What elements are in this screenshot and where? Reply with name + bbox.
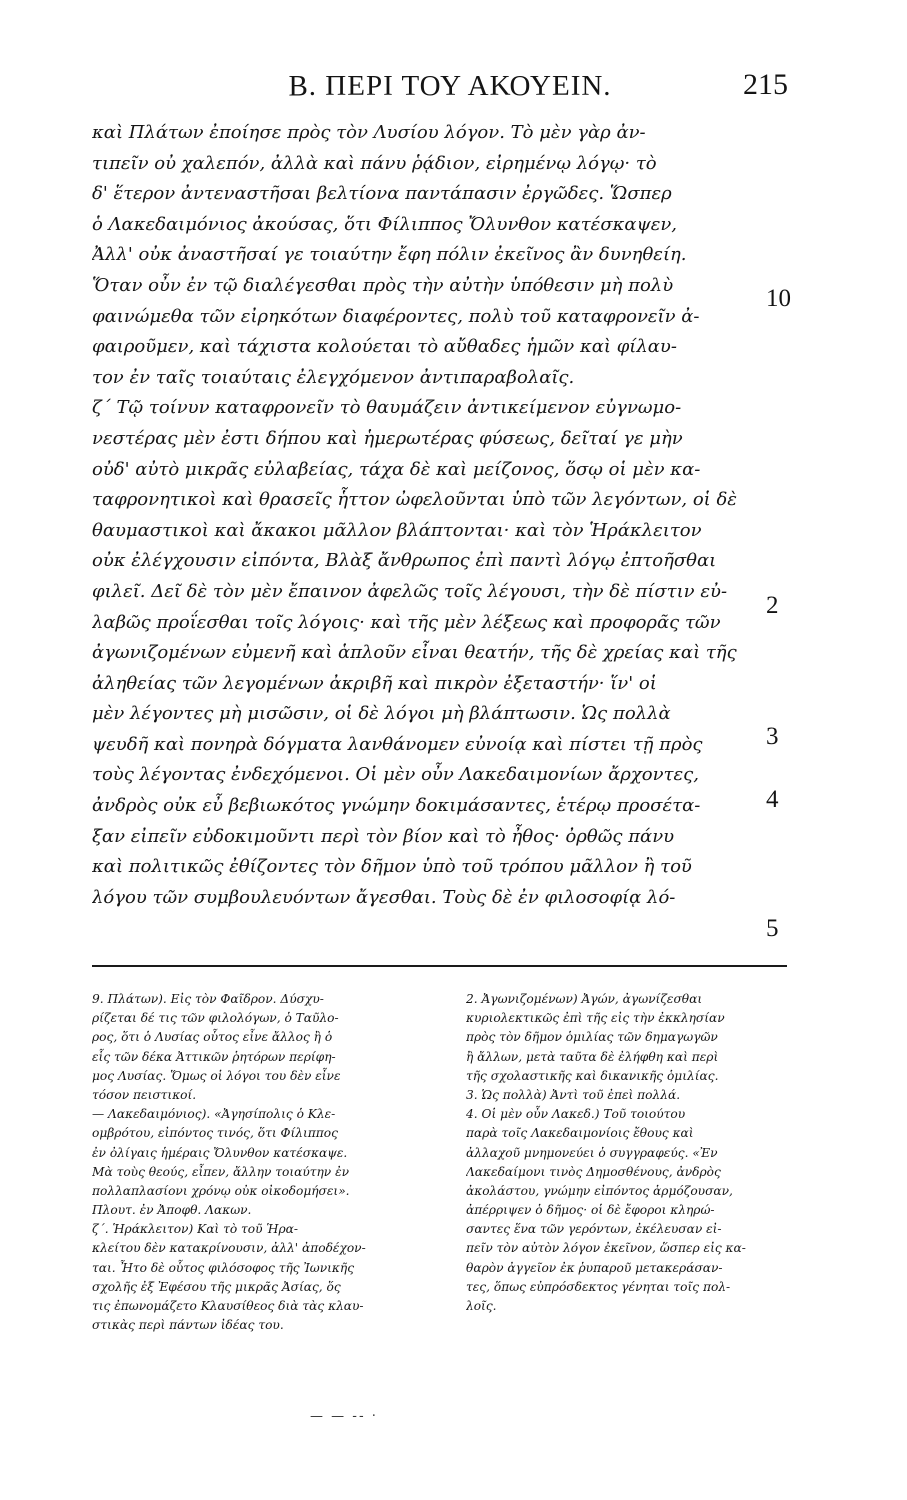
footnote-line: τις ἐπωνομάζετο Κλαυσίθεος διὰ τὰς κλαυ- xyxy=(92,1299,364,1313)
text-line: λαβῶς προΐεσθαι τοῖς λόγοις· καὶ τῆς μὲν λέξεως καὶ προφορᾶς τῶν xyxy=(92,611,721,633)
footnote-rule xyxy=(92,965,787,967)
text-line: ζ΄ Τῷ τοίνυν καταφρονεῖν τὸ θαυμάζειν ἀντικείμενον εὐγνωμο- xyxy=(92,397,682,419)
footnote-line: 4. Οἱ μὲν οὖν Λακεδ.) Τοῦ τοιούτου xyxy=(466,1107,686,1122)
footnote-line: σαντες ἕνα τῶν γερόντων, ἐκέλευσαν εἰ- xyxy=(466,1222,722,1237)
text-line: τοὺς λέγοντας ἐνδεχόμενοι. Οἱ μὲν οὖν Λακεδαιμονίων ἄρχοντες, xyxy=(92,764,699,786)
footnote-line: 9. Πλάτων). Εἰς τὸν Φαῖδρον. Δύσχυ- xyxy=(92,992,324,1006)
footnote-line: στικὰς περὶ πάντων ἰδέας του. xyxy=(92,1318,284,1333)
footnotes-right-column xyxy=(466,990,791,1316)
footnote-line: μος Λυσίας. Ὅμως οἱ λόγοι του δὲν εἶνε xyxy=(92,1068,341,1083)
page-number: 215 xyxy=(743,68,788,101)
text-line: οὐδ' αὐτὸ μικρᾶς εὐλαβείας, τάχα δὲ καὶ μείζονος, ὅσῳ οἱ μὲν κα- xyxy=(92,458,701,480)
footnote-line: ται. Ἦτο δὲ οὗτος φιλόσοφος τῆς Ἰωνικῆς xyxy=(92,1260,355,1275)
footnote-line: τῆς σχολαστικῆς καὶ δικανικῆς ὁμιλίας. xyxy=(466,1068,719,1083)
text-line: Ὅταν οὖν ἐν τῷ διαλέγεσθαι πρὸς τὴν αὐτὴν ὑπόθεσιν μὴ πολὺ xyxy=(92,274,674,296)
footnote-line: Πλουτ. ἐν Ἀποφθ. Λακων. xyxy=(92,1203,252,1218)
line-number: 5 xyxy=(766,915,779,942)
text-line: ὁ Λακεδαιμόνιος ἀκούσας, ὅτι Φίλιππος Ὄλυνθον κατέσκαψεν, xyxy=(92,213,678,235)
line-number: 3 xyxy=(766,723,779,750)
text-line: λόγου τῶν συμβουλευόντων ἄγεσθαι. Τοὺς δὲ ἐν φιλοσοφίᾳ λό- xyxy=(92,886,676,908)
footnote-line: παρὰ τοῖς Λακεδαιμονίοις ἔθους καὶ xyxy=(466,1126,694,1141)
text-line: καὶ πολιτικῶς ἐθίζοντες τὸν δῆμον ὑπὸ τοῦ τρόπου μᾶλλον ἢ τοῦ xyxy=(92,856,692,878)
text-line: μὲν λέγοντες μὴ μισῶσιν, οἱ δὲ λόγοι μὴ βλάπτωσιν. Ὡς πολλὰ xyxy=(92,703,671,725)
printer-mark: — — ‐‐ · xyxy=(310,1409,378,1424)
text-line: τον ἐν ταῖς τοιαύταις ἐλεγχόμενον ἀντιπαραβολαῖς. xyxy=(92,366,575,388)
text-line: τιπεῖν οὐ χαλεπόν, ἀλλὰ καὶ πάνυ ῥᾴδιον, εἰρημένῳ λόγῳ· τὸ xyxy=(92,152,657,174)
main-text xyxy=(92,118,757,913)
footnote-line: πεῖν τὸν αὐτὸν λόγον ἐκεῖνον, ὥσπερ εἰς κα- xyxy=(466,1241,746,1256)
text-line: Ἀλλ' οὐκ ἀναστῆσαί γε τοιαύτην ἔφη πόλιν ἐκεῖνος ἂν δυνηθείη. xyxy=(92,244,687,266)
footnote-line: ρίζεται δέ τις τῶν φιλολόγων, ὁ Ταῦλο- xyxy=(92,1011,339,1026)
text-line: καὶ Πλάτων ἐποίησε πρὸς τὸν Λυσίου λόγον. Τὸ μὲν γὰρ ἀν- xyxy=(92,122,646,143)
footnote-line: λοῖς. xyxy=(466,1299,497,1313)
footnote-line: ἐν ὀλίγαις ἡμέραις Ὄλυνθον κατέσκαψε. xyxy=(92,1145,348,1160)
footnote-line: ἀπέρριψεν ὁ δῆμος· οἱ δὲ ἔφοροι κληρώ- xyxy=(466,1203,715,1218)
text-line: θαυμαστικοὶ καὶ ἄκακοι μᾶλλον βλάπτονται· καὶ τὸν Ἡράκλειτον xyxy=(92,519,702,541)
footnote-line: ρος, ὅτι ὁ Λυσίας οὗτος εἶνε ἄλλος ἢ ὁ xyxy=(92,1030,333,1045)
footnote-line: ομβρότου, εἰπόντος τινός, ὅτι Φίλιππος xyxy=(92,1126,338,1141)
footnote-line: πρὸς τὸν δῆμον ὁμιλίας τῶν δημαγωγῶν xyxy=(466,1030,718,1045)
footnote-line: ἀλλαχοῦ μνημονεύει ὁ συγγραφεύς. «Ἐν xyxy=(466,1145,718,1160)
text-line: ἀγωνιζομένων εὐμενῆ καὶ ἁπλοῦν εἶναι θεατήν, τῆς δὲ χρείας καὶ τῆς xyxy=(92,642,737,664)
footnote-line: — Λακεδαιμόνιος). «Ἀγησίπολις ὁ Κλε- xyxy=(92,1107,336,1122)
running-title: Β. ΠΕΡΙ ΤΟΥ ΑΚΟΥΕΙΝ. xyxy=(288,70,612,102)
footnote-line: κυριολεκτικῶς ἐπὶ τῆς εἰς τὴν ἐκκλησίαν xyxy=(466,1011,725,1026)
text-line: ψευδῆ καὶ πονηρὰ δόγματα λανθάνομεν εὐνοίᾳ καὶ πίστει τῇ πρὸς xyxy=(92,733,703,755)
text-line: φιλεῖ. Δεῖ δὲ τὸν μὲν ἔπαινον ἀφελῶς τοῖς λέγουσι, τὴν δὲ πίστιν εὐ- xyxy=(92,580,728,602)
text-line: ἀνδρὸς οὐκ εὖ βεβιωκότος γνώμην δοκιμάσαντες, ἑτέρῳ προσέτα- xyxy=(92,795,701,817)
footnote-line: θαρὸν ἀγγεῖον ἐκ ῥυπαροῦ μετακεράσαν- xyxy=(466,1260,723,1275)
text-line: οὐκ ἐλέγχουσιν εἰπόντα, Βλὰξ ἄνθρωπος ἐπὶ παντὶ λόγῳ ἐπτοῆσθαι xyxy=(92,550,717,572)
line-number: 2 xyxy=(766,592,779,619)
text-line: ξαν εἰπεῖν εὐδοκιμοῦντι περὶ τὸν βίον καὶ τὸ ἦθος· ὀρθῶς πάνυ xyxy=(92,825,675,847)
footnote-line: εἷς τῶν δέκα Ἀττικῶν ῥητόρων περίφη- xyxy=(92,1049,336,1064)
footnote-line: τες, ὅπως εὐπρόσδεκτος γένηται τοῖς πολ- xyxy=(466,1279,731,1294)
text-line: δ' ἕτερον ἀντεναστῆσαι βελτίονα παντάπασιν ἐργῶδες. Ὥσπερ xyxy=(92,183,672,205)
footnotes-left-column xyxy=(92,990,432,1335)
text-line: ἀληθείας τῶν λεγομένων ἀκριβῆ καὶ πικρὸν ἐξεταστήν· ἵν' οἱ xyxy=(92,672,657,694)
text-line: φαιροῦμεν, καὶ τάχιστα κολούεται τὸ αὔθαδες ἡμῶν καὶ φίλαυ- xyxy=(92,336,677,358)
footnote-line: Μὰ τοὺς θεούς, εἶπεν, ἄλλην τοιαύτην ἐν xyxy=(92,1164,350,1179)
footnote-line: σχολῆς ἐξ Ἐφέσου τῆς μικρᾶς Ἀσίας, ὅς xyxy=(92,1279,341,1294)
footnote-line: 2. Ἀγωνιζομένων) Ἀγών, ἀγωνίζεσθαι xyxy=(466,992,703,1006)
line-number: 10 xyxy=(766,285,791,312)
text-line: νεστέρας μὲν ἐστι δήπου καὶ ἡμερωτέρας φύσεως, δεῖταί γε μὴν xyxy=(92,427,683,449)
text-line: ταφρονητικοὶ καὶ θρασεῖς ἧττον ὠφελοῦνται ὑπὸ τῶν λεγόντων, οἱ δὲ xyxy=(92,489,737,511)
footnote-line: Λακεδαίμονι τινὸς Δημοσθένους, ἀνδρὸς xyxy=(466,1164,721,1179)
footnote-line: ἀκολάστου, γνώμην εἰπόντος ἁρμόζουσαν, xyxy=(466,1183,733,1198)
footnote-line: ζ΄. Ἡράκλειτον) Καὶ τὸ τοῦ Ἡρα- xyxy=(92,1222,298,1237)
line-number: 4 xyxy=(766,786,779,813)
footnote-line: ἢ ἄλλων, μετὰ ταῦτα δὲ ἐλήφθη καὶ περὶ xyxy=(466,1049,719,1064)
footnote-line: 3. Ὡς πολλὰ) Ἀντὶ τοῦ ἐπεὶ πολλά. xyxy=(466,1087,681,1102)
footnote-line: τόσον πειστικοί. xyxy=(92,1087,197,1102)
text-line: φαινώμεθα τῶν εἰρηκότων διαφέροντες, πολὺ τοῦ καταφρονεῖν ἀ- xyxy=(92,305,700,327)
footnote-line: κλείτου δὲν κατακρίνουσιν, ἀλλ' ἀποδέχον- xyxy=(92,1241,366,1256)
footnote-line: πολλαπλασίονι χρόνῳ οὐκ οἰκοδομήσει». xyxy=(92,1183,350,1198)
